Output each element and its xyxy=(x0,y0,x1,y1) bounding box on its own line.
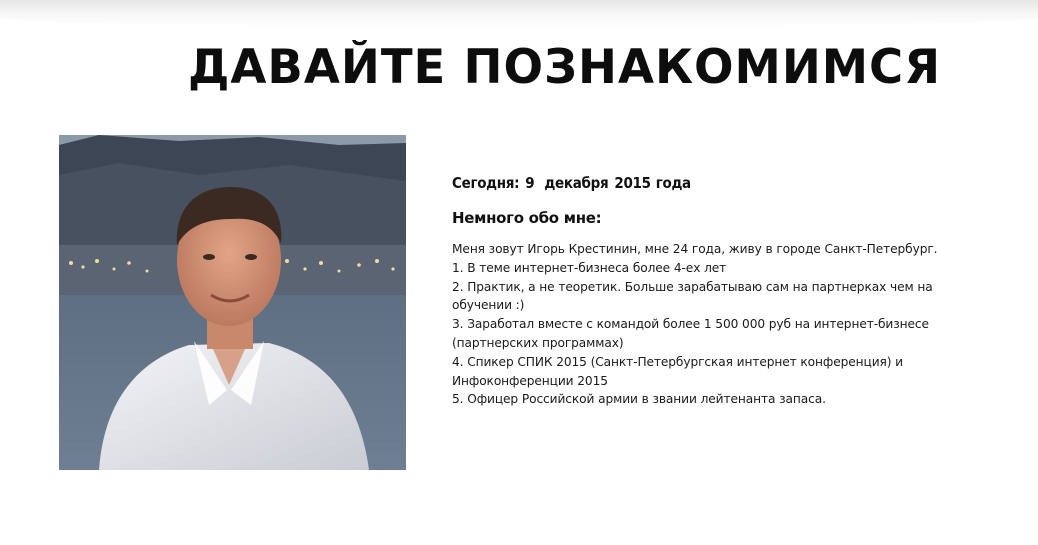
page-title: ДАВАЙТЕ ПОЗНАКОМИМСЯ xyxy=(188,40,942,95)
date-year: 2015 xyxy=(614,174,651,192)
about-line: 3. Заработал вместе с командой более 1 500 000 руб на интернет-бизнесе xyxy=(452,317,929,332)
date-suffix: года xyxy=(655,174,691,192)
about-line: 5. Офицер Российской армии в звании лейтенанта запаса. xyxy=(452,392,826,407)
about-line: 1. В теме интернет-бизнеса более 4-ех лет xyxy=(452,260,727,275)
top-shadow-divider xyxy=(0,0,1038,28)
about-list xyxy=(452,240,992,409)
about-line: обучении :) xyxy=(452,298,525,313)
about-title: Немного обо мне: xyxy=(452,209,602,227)
about-line: (партнерских программах) xyxy=(452,335,624,350)
about-line: 4. Спикер СПИК 2015 (Санкт-Петербургская интернет конференция) и xyxy=(452,354,904,369)
info-block xyxy=(452,170,992,409)
date-month: декабря xyxy=(544,174,609,192)
date-prefix: Сегодня: xyxy=(452,174,520,192)
about-line: 2. Практик, а не теоретик. Больше зарабатываю сам на партнерках чем на xyxy=(452,279,933,294)
portrait-photo xyxy=(59,135,406,470)
date-line xyxy=(452,170,992,196)
date-day: 9 xyxy=(525,174,535,192)
about-line: Инфоконференции 2015 xyxy=(452,373,608,388)
about-line: Меня зовут Игорь Крестинин, мне 24 года, живу в городе Санкт-Петербург. xyxy=(452,242,938,256)
portrait-photo-image xyxy=(59,135,406,470)
